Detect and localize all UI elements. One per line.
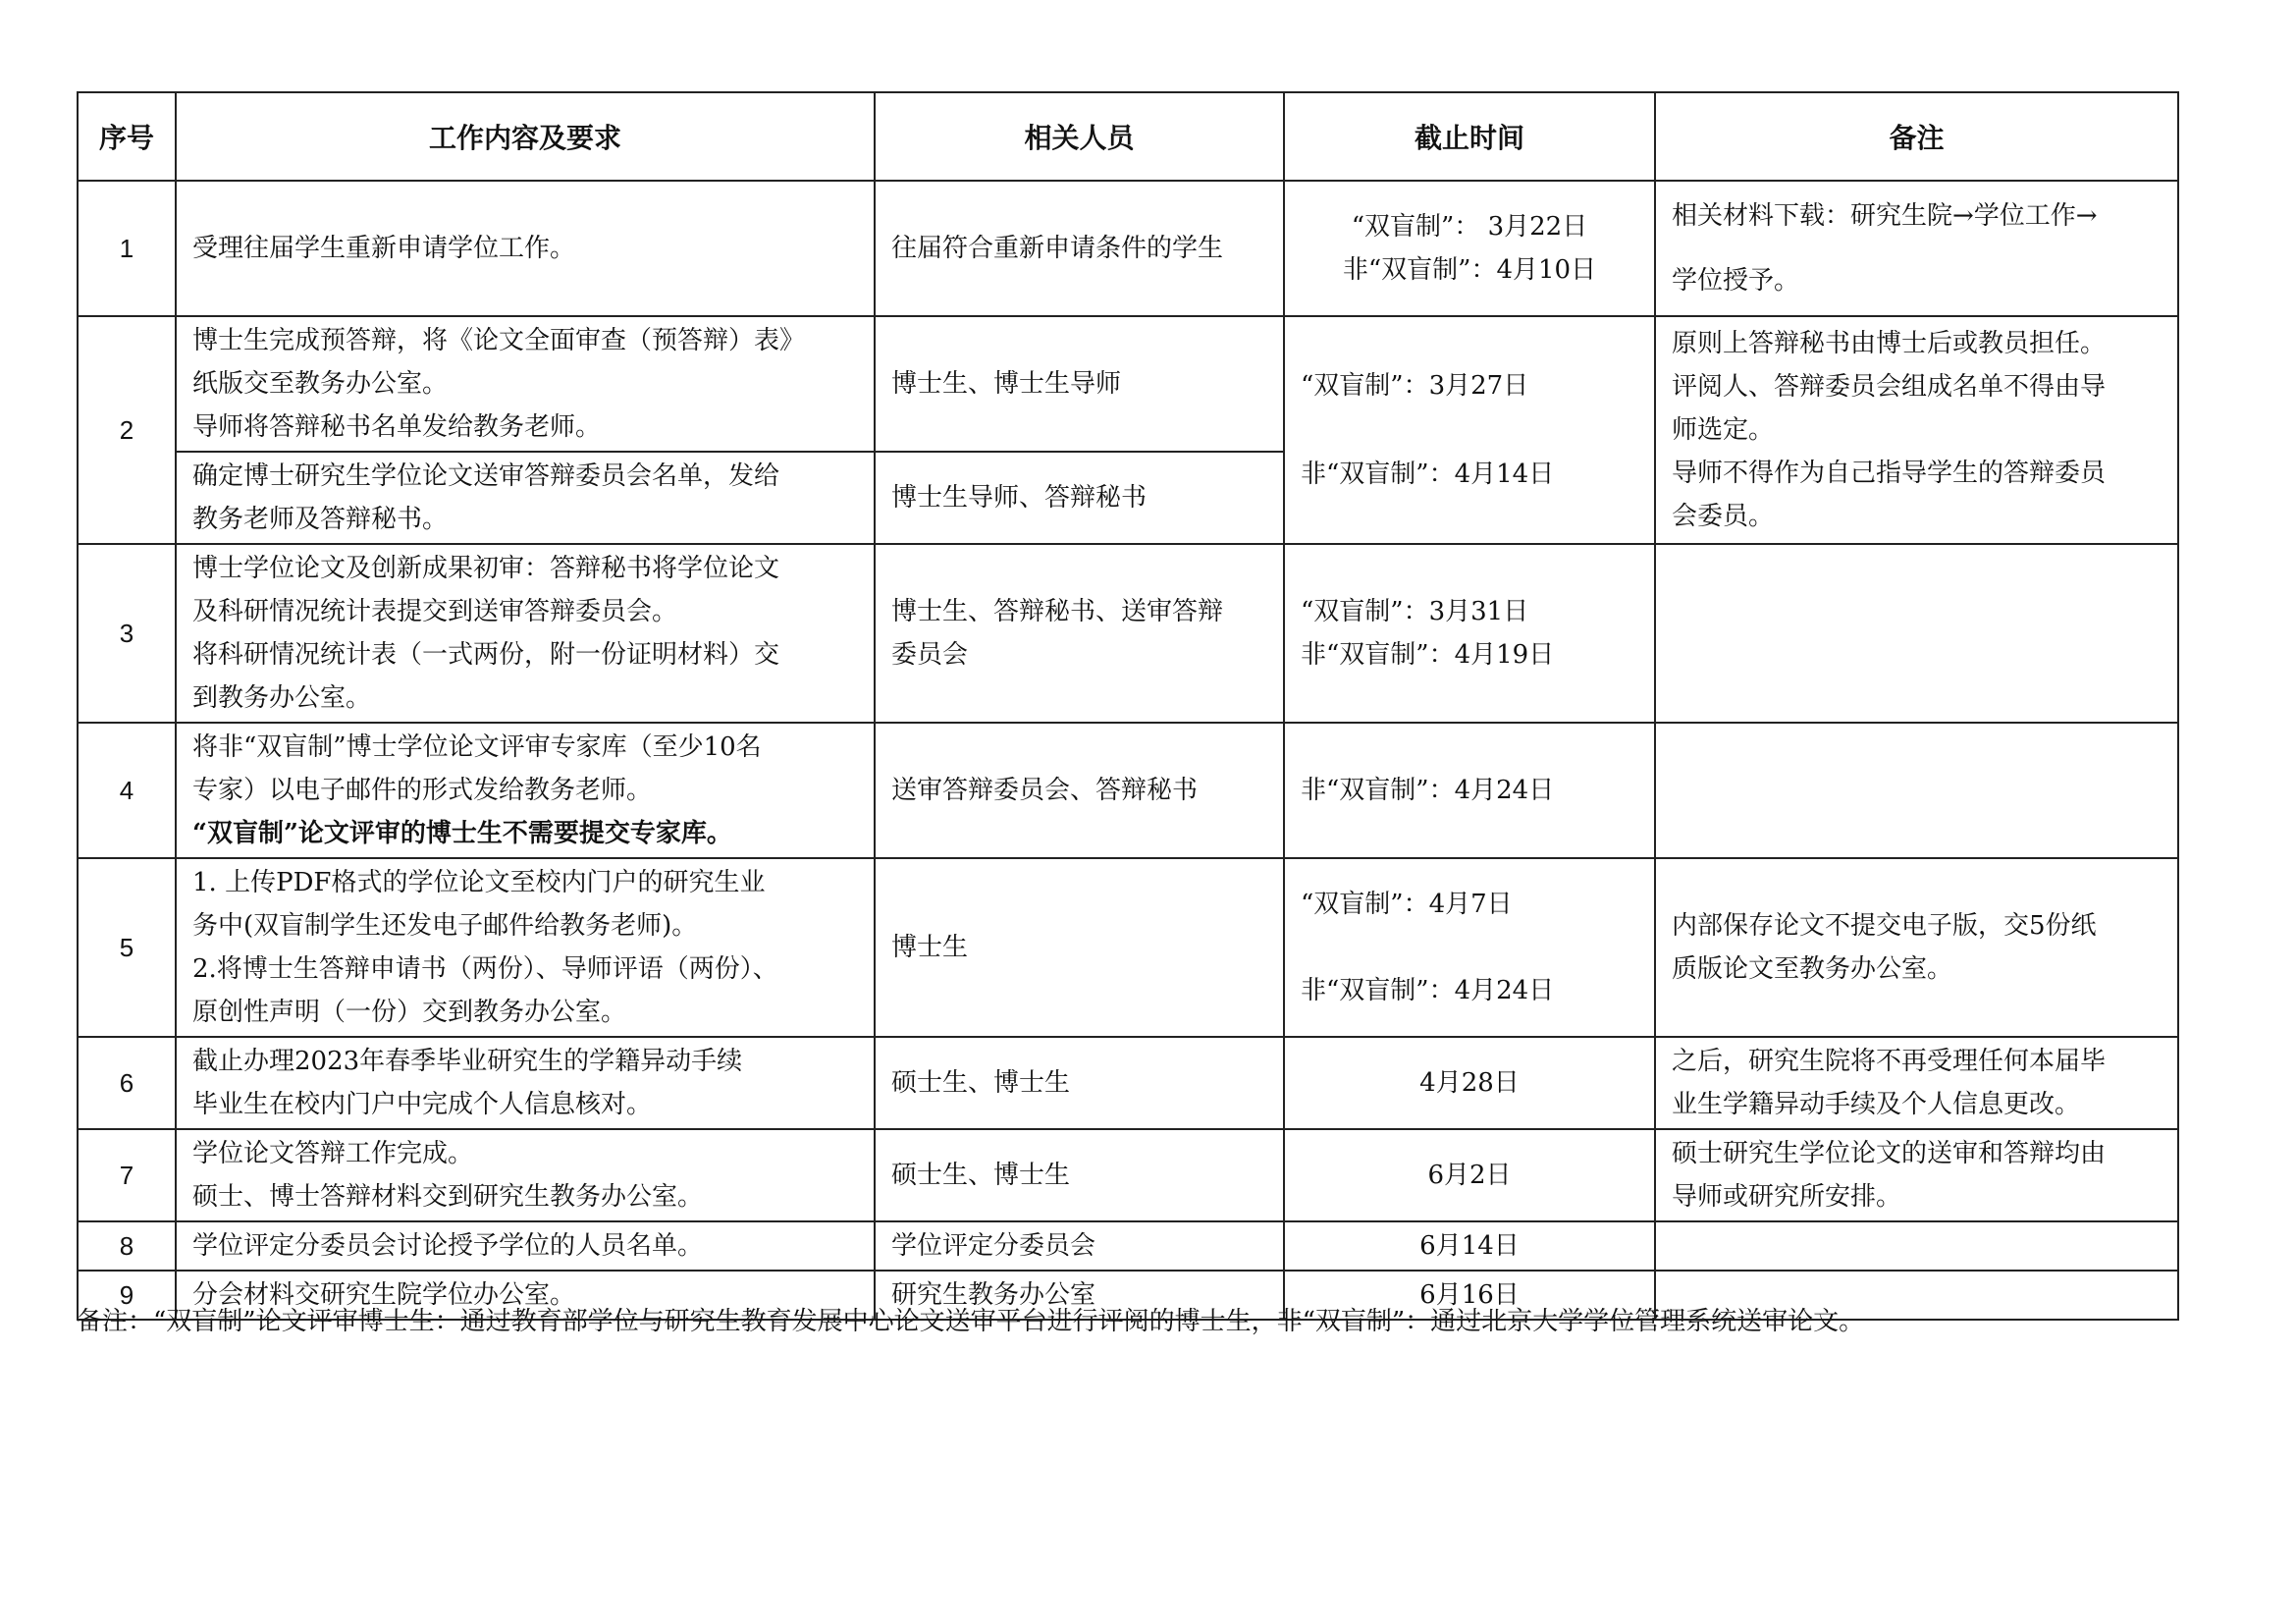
content-line: 导师将答辩秘书名单发给教务老师。 bbox=[192, 412, 602, 442]
row-deadline bbox=[1284, 1037, 1655, 1129]
row-persons: 往届符合重新申请条件的学生 bbox=[875, 181, 1284, 316]
row-persons: 博士生导师、答辩秘书 bbox=[875, 452, 1284, 544]
row-remarks bbox=[1655, 723, 2178, 858]
remarks-line: 相关材料下载：研究生院→学位工作→ bbox=[1672, 201, 2098, 231]
remarks-line: 硕士研究生学位论文的送审和答辩均由 bbox=[1672, 1139, 2107, 1168]
remarks-line: 内部保存论文不提交电子版，交5份纸 bbox=[1672, 911, 2097, 941]
table-row bbox=[78, 858, 2178, 1037]
row-content bbox=[176, 1221, 875, 1271]
content-line: 学位评定分委员会讨论授予学位的人员名单。 bbox=[192, 1231, 704, 1261]
row-deadline bbox=[1284, 858, 1655, 1037]
row-deadline bbox=[1284, 723, 1655, 858]
row-remarks bbox=[1655, 181, 2178, 316]
row-content bbox=[176, 316, 875, 452]
content-line: 将科研情况统计表（一式两份，附一份证明材料）交 bbox=[192, 640, 780, 670]
header-deadline: 截止时间 bbox=[1284, 92, 1655, 181]
row-persons: 硕士生、博士生 bbox=[875, 1129, 1284, 1221]
content-line: 硕士、博士答辩材料交到研究生教务办公室。 bbox=[192, 1182, 704, 1212]
deadline-line: 非“双盲制”：4月19日 bbox=[1301, 640, 1555, 670]
content-line: 务中(双盲制学生还发电子邮件给教务老师)。 bbox=[192, 911, 698, 941]
deadline-line: 4月28日 bbox=[1419, 1068, 1520, 1098]
schedule-table bbox=[77, 91, 2179, 1321]
row-remarks bbox=[1655, 544, 2178, 723]
table-header-row bbox=[78, 92, 2178, 181]
row-deadline bbox=[1284, 1221, 1655, 1271]
row-content bbox=[176, 181, 875, 316]
header-index: 序号 bbox=[78, 92, 176, 181]
content-line: 原创性声明（一份）交到教务办公室。 bbox=[192, 998, 627, 1027]
row-deadline bbox=[1284, 316, 1655, 544]
content-line-bold: “双盲制”论文评审的博士生不需要提交专家库。 bbox=[192, 819, 732, 848]
persons-line: 委员会 bbox=[891, 640, 969, 670]
row-deadline bbox=[1284, 544, 1655, 723]
remarks-line: 会委员。 bbox=[1672, 502, 1775, 531]
row-index: 8 bbox=[78, 1221, 176, 1271]
row-content bbox=[176, 544, 875, 723]
deadline-line: 非“双盲制”：4月10日 bbox=[1342, 255, 1597, 285]
row-content bbox=[176, 1129, 875, 1221]
content-line: 专家）以电子邮件的形式发给教务老师。 bbox=[192, 776, 653, 805]
row-content bbox=[176, 1037, 875, 1129]
row-index: 6 bbox=[78, 1037, 176, 1129]
row-persons: 硕士生、博士生 bbox=[875, 1037, 1284, 1129]
row-index: 9 bbox=[78, 1271, 176, 1320]
deadline-line: 6月2日 bbox=[1427, 1161, 1512, 1190]
remarks-line: 之后，研究生院将不再受理任何本届毕 bbox=[1672, 1047, 2107, 1076]
row-persons: 博士生、博士生导师 bbox=[875, 316, 1284, 452]
content-line: 确定博士研究生学位论文送审答辩委员会名单，发给 bbox=[192, 461, 780, 491]
content-line: 2.将博士生答辩申请书（两份）、导师评语（两份）、 bbox=[192, 954, 778, 984]
row-index: 2 bbox=[78, 316, 176, 544]
content-line: 到教务办公室。 bbox=[192, 683, 372, 713]
row-persons: 送审答辩委员会、答辩秘书 bbox=[875, 723, 1284, 858]
footnote: 备注：“双盲制”论文评审博士生：通过教育部学位与研究生教育发展中心论文送审平台进行评阅的博士生，非“双盲制”：通过北京大学学位管理系统送审论文。 bbox=[77, 1307, 1865, 1336]
content-line: 纸版交至教务办公室。 bbox=[192, 369, 449, 399]
remarks-line: 学位授予。 bbox=[1672, 266, 1800, 296]
remarks-line: 师选定。 bbox=[1672, 415, 1775, 445]
remarks-line: 业生学籍异动手续及个人信息更改。 bbox=[1672, 1090, 2081, 1119]
row-persons bbox=[875, 544, 1284, 723]
remarks-line: 导师不得作为自己指导学生的答辩委员 bbox=[1672, 459, 2107, 488]
row-persons: 学位评定分委员会 bbox=[875, 1221, 1284, 1271]
row-index: 3 bbox=[78, 544, 176, 723]
deadline-line: 非“双盲制”：4月14日 bbox=[1301, 460, 1555, 489]
table-row bbox=[78, 1037, 2178, 1129]
row-persons: 博士生 bbox=[875, 858, 1284, 1037]
deadline-line: “双盲制”：4月7日 bbox=[1301, 890, 1513, 919]
table-row bbox=[78, 181, 2178, 316]
deadline-line: “双盲制”：3月27日 bbox=[1301, 371, 1529, 401]
persons-line: 博士生、答辩秘书、送审答辩 bbox=[891, 597, 1224, 626]
content-line: 博士学位论文及创新成果初审：答辩秘书将学位论文 bbox=[192, 554, 780, 583]
table-row bbox=[78, 723, 2178, 858]
row-content bbox=[176, 723, 875, 858]
content-line: 截止办理2023年春季毕业研究生的学籍异动手续 bbox=[192, 1047, 743, 1076]
deadline-line: 非“双盲制”：4月24日 bbox=[1301, 776, 1555, 805]
content-line: 分会材料交研究生院学位办公室。 bbox=[192, 1280, 576, 1310]
header-persons: 相关人员 bbox=[875, 92, 1284, 181]
content-line: 学位论文答辩工作完成。 bbox=[192, 1139, 474, 1168]
deadline-line: 6月16日 bbox=[1419, 1280, 1520, 1310]
deadline-line: “双盲制”：3月31日 bbox=[1301, 597, 1529, 626]
content-line: 1. 上传PDF格式的学位论文至校内门户的研究生业 bbox=[192, 868, 766, 897]
row-remarks bbox=[1655, 1221, 2178, 1271]
table-row bbox=[78, 1221, 2178, 1271]
table-row bbox=[78, 1129, 2178, 1221]
remarks-line: 导师或研究所安排。 bbox=[1672, 1182, 1902, 1212]
row-content bbox=[176, 858, 875, 1037]
content-line: 将非“双盲制”博士学位论文评审专家库（至少10名 bbox=[192, 732, 762, 762]
row-index: 1 bbox=[78, 181, 176, 316]
row-deadline bbox=[1284, 181, 1655, 316]
row-remarks bbox=[1655, 1129, 2178, 1221]
deadline-line: 非“双盲制”：4月24日 bbox=[1301, 976, 1555, 1005]
deadline-line: 6月14日 bbox=[1419, 1231, 1520, 1261]
row-index: 5 bbox=[78, 858, 176, 1037]
row-index: 7 bbox=[78, 1129, 176, 1221]
content-line: 博士生完成预答辩，将《论文全面审查（预答辩）表》 bbox=[192, 326, 806, 355]
remarks-line: 质版论文至教务办公室。 bbox=[1672, 954, 1953, 984]
row-remarks bbox=[1655, 316, 2178, 544]
row-remarks bbox=[1655, 858, 2178, 1037]
content-line: 毕业生在校内门户中完成个人信息核对。 bbox=[192, 1090, 653, 1119]
row-persons: 研究生教务办公室 bbox=[875, 1271, 1284, 1320]
row-remarks bbox=[1655, 1037, 2178, 1129]
content-line: 受理往届学生重新申请学位工作。 bbox=[192, 234, 576, 263]
schedule-sheet bbox=[77, 91, 2177, 1321]
remarks-line: 原则上答辩秘书由博士后或教员担任。 bbox=[1672, 329, 2107, 358]
content-line: 教务老师及答辩秘书。 bbox=[192, 505, 449, 534]
row-index: 4 bbox=[78, 723, 176, 858]
remarks-line: 评阅人、答辩委员会组成名单不得由导 bbox=[1672, 372, 2107, 402]
header-content: 工作内容及要求 bbox=[176, 92, 875, 181]
row-content bbox=[176, 452, 875, 544]
table-row bbox=[78, 544, 2178, 723]
deadline-line: “双盲制”： 3月22日 bbox=[1351, 212, 1588, 242]
header-remarks: 备注 bbox=[1655, 92, 2178, 181]
row-deadline bbox=[1284, 1129, 1655, 1221]
content-line: 及科研情况统计表提交到送审答辩委员会。 bbox=[192, 597, 678, 626]
table-row bbox=[78, 316, 2178, 452]
